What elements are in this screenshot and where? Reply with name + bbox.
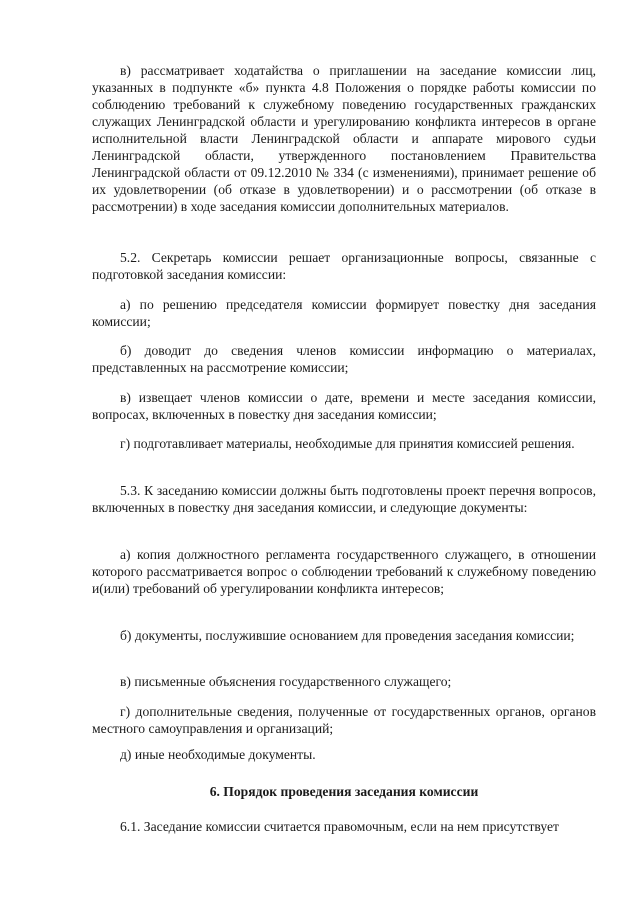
paragraph-5-2: 5.2. Секретарь комиссии решает организационные вопросы, связанные с подготовкой заседания комиссии: [92,250,596,282]
paragraph-5-2-v: в) извещает членов комиссии о дате, времени и месте заседания комиссии, вопросах, включенных в повестку дня заседания комиссии; [92,390,596,422]
paragraph-5-3-b: б) документы, послужившие основанием для проведения заседания комиссии; [120,628,575,643]
paragraph-5-3: 5.3. К заседанию комиссии должны быть подготовлены проект перечня вопросов, включенных в повестку дня заседания комиссии, и следующие документы: [92,483,596,515]
paragraph-5-3-g: г) дополнительные сведения, полученные от государственных органов, органов местного самоуправления и организаций; [92,704,596,736]
paragraph-6-1: 6.1. Заседание комиссии считается правомочным, если на нем присутствует [120,819,559,834]
paragraph-5-3-a: а) копия должностного регламента государственного служащего, в отношении которого рассматривается вопрос о соблюдении требований к служебному поведению и(или) требований об урегулировании конфликта интересов; [92,547,596,596]
paragraph-5-2-g: г) подготавливает материалы, необходимые для принятия комиссией решения. [120,436,575,451]
paragraph-5-3-v: в) письменные объяснения государственного служащего; [120,674,452,689]
paragraph-5-2-a: а) по решению председателя комиссии формирует повестку дня заседания комиссии; [92,297,596,329]
paragraph-5-2-b: б) доводит до сведения членов комиссии информацию о материалах, представленных на рассмотрение комиссии; [92,343,596,375]
paragraph-5-1-v: в) рассматривает ходатайства о приглашении на заседание комиссии лиц, указанных в подпункте «б» пункта 4.8 Положения о порядке работы комиссии по соблюдению требований к служебному поведению государственных гражданских служащих Ленинградской области и урегулированию конфликта интересов в органе исполнительной власти Ленинградской области и аппарате мирового судьи Ленинградской области, утвержденного постановлением Правительства Ленинградской области от 09.12.2010 № 334 (с изменениями), принимает решение об их удовлетворении (об отказе в удовлетворении) и о рассмотрении (об отказе в рассмотрении) в ходе заседания комиссии дополнительных материалов. [92,63,596,214]
section-heading: 6. Порядок проведения заседания комиссии [209,784,479,799]
paragraph-5-3-d: д) иные необходимые документы. [120,747,316,762]
